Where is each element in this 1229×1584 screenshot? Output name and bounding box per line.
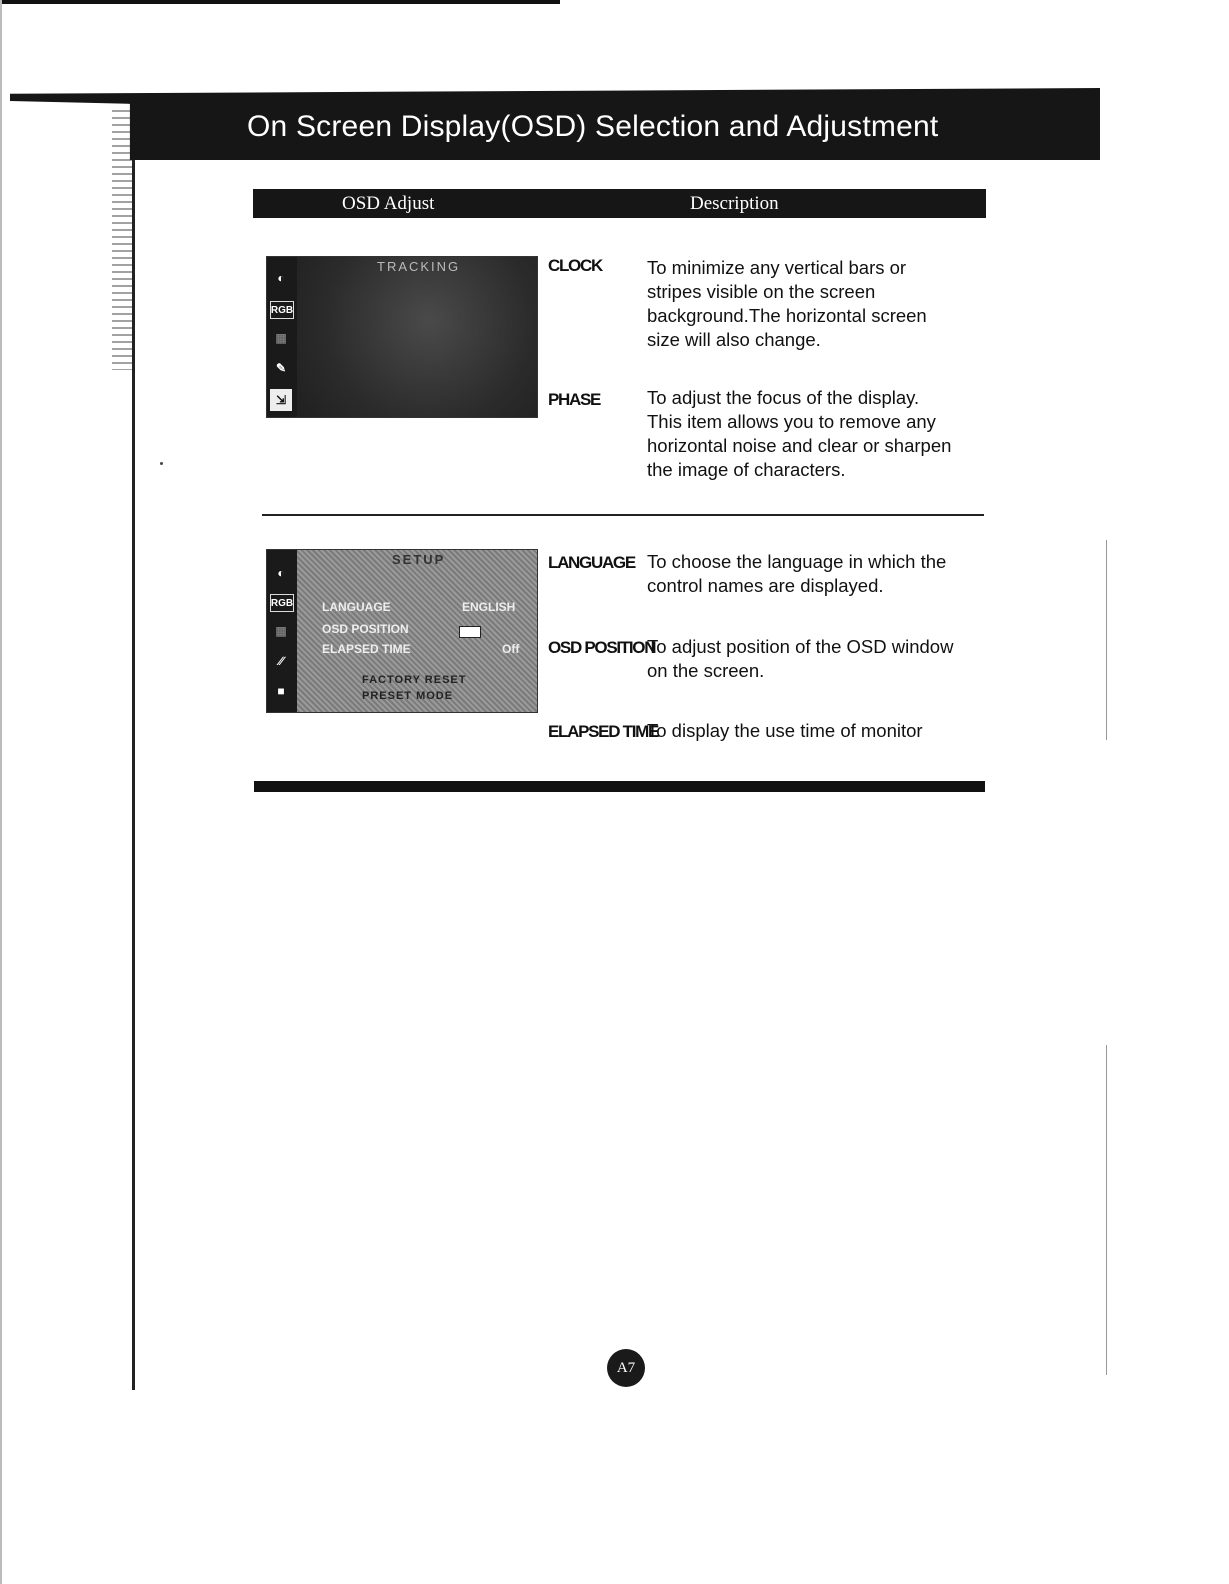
setup-icon: ✎ xyxy=(275,361,287,375)
description-clock: To minimize any vertical bars or stripes visible on the screen background.The horizontal screen size will also change. xyxy=(647,257,927,350)
term-phase: PHASE xyxy=(548,390,601,409)
term-osd-position: OSD POSITION xyxy=(548,638,656,657)
exit-icon: ⇲ xyxy=(270,389,292,411)
binding-line xyxy=(132,150,135,1390)
contrast-icon: ◐ xyxy=(277,566,285,580)
description-osd-position: To adjust position of the OSD window on the screen. xyxy=(647,636,954,681)
rgb-icon: RGB xyxy=(270,594,294,612)
osd-menu-title: TRACKING xyxy=(377,259,461,274)
term-clock: CLOCK xyxy=(548,256,602,275)
scan-speck xyxy=(160,462,163,465)
term-language: LANGUAGE xyxy=(548,553,635,572)
osd-menu-title: SETUP xyxy=(392,552,446,567)
scan-left-edge xyxy=(0,0,2,1584)
tracking-icon: ▦ xyxy=(275,624,287,638)
contrast-icon: ◐ xyxy=(277,271,285,285)
scan-right-mark xyxy=(1106,540,1107,740)
section-divider xyxy=(262,514,984,516)
description-elapsed-time: To display the use time of monitor xyxy=(647,720,923,741)
osd-sub-item: FACTORY RESET xyxy=(362,674,467,686)
rgb-icon: RGB xyxy=(270,301,294,319)
page-number-badge: A7 xyxy=(607,1349,645,1387)
osd-row-osd-position: OSD POSITION xyxy=(322,622,409,636)
osd-row-language: LANGUAGE ENGLISH xyxy=(322,600,516,614)
section-bottom-bar xyxy=(254,781,985,792)
page-title: On Screen Display(OSD) Selection and Adjustment xyxy=(247,110,939,143)
osd-screenshot-tracking xyxy=(266,256,538,418)
term-elapsed-time: ELAPSED TIME xyxy=(548,722,659,741)
column-header-osd-adjust: OSD Adjust xyxy=(342,193,435,214)
osd-screenshot-setup xyxy=(266,549,538,713)
column-header-description: Description xyxy=(690,193,779,214)
scan-top-rule xyxy=(0,0,560,4)
osd-sub-item: PRESET MODE xyxy=(362,690,454,702)
description-phase: To adjust the focus of the display. This item allows you to remove any horizontal noise and clear or sharpen the image of characters. xyxy=(647,387,952,480)
exit-icon: ■ xyxy=(277,684,285,698)
tracking-icon: ▦ xyxy=(275,331,287,345)
description-language: To choose the language in which the control names are displayed. xyxy=(647,551,947,596)
setup-icon: ∕∕ xyxy=(278,654,283,668)
osd-row-elapsed-time: ELAPSED TIME Off xyxy=(322,642,520,656)
osd-position-indicator xyxy=(459,626,481,638)
scan-right-mark xyxy=(1106,1045,1107,1375)
